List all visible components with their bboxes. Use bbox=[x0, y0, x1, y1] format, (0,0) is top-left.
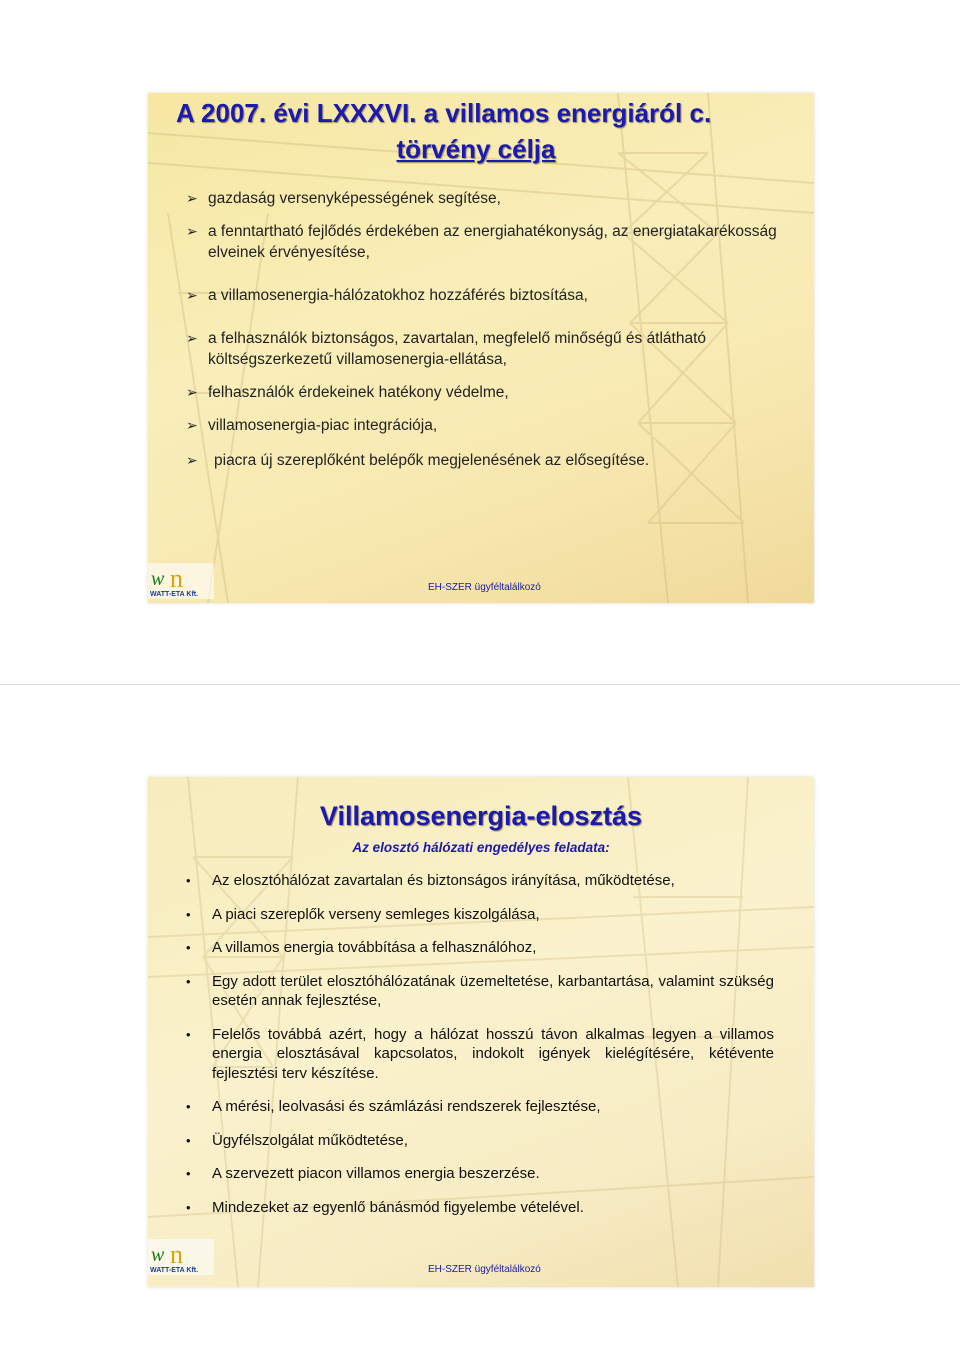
arrow-bullet-icon: ➢ bbox=[186, 190, 198, 206]
svg-text:WATT-ETA Kft.: WATT-ETA Kft. bbox=[150, 591, 199, 598]
list-item: ➢ villamosenergia-piac integrációja, bbox=[186, 417, 438, 434]
list-item: • Ügyfélszolgálat működtetése, bbox=[186, 1131, 408, 1149]
bullet-dot-icon: • bbox=[186, 1099, 191, 1114]
bullet-dot-icon: • bbox=[186, 1132, 191, 1148]
footer-text: EH-SZER ügyféltalálkozó bbox=[428, 1264, 541, 1275]
arrow-bullet-icon: ➢ bbox=[186, 384, 198, 400]
svg-text:n: n bbox=[170, 564, 183, 593]
company-logo bbox=[148, 1239, 214, 1275]
list-item: • Az elosztóhálózat zavartalan és biztonságos irányítása, működtetése, bbox=[186, 872, 675, 889]
bullet-dot-icon: • bbox=[186, 1199, 191, 1215]
list-item: • Felelős továbbá azért, hogy a hálózat hosszú távon alkalmas legyen a villamos energia elosztásával kapcsolatos, indokolt igények kielégítésére, kétévente fejlesztési terv készítése. bbox=[186, 1025, 774, 1082]
slide-2 bbox=[148, 777, 814, 1287]
list-item: • A piaci szereplők verseny semleges kiszolgálása, bbox=[186, 905, 540, 923]
footer-text: EH-SZER ügyféltalálkozó bbox=[428, 582, 541, 593]
slide-title: Villamosenergia-elosztás bbox=[319, 801, 643, 831]
goal-list bbox=[186, 188, 786, 471]
svg-text:w: w bbox=[151, 1244, 165, 1266]
bullet-dot-icon: • bbox=[186, 1026, 191, 1042]
list-item: • Mindezeket az egyenlő bánásmód figyelembe vételével. bbox=[186, 1198, 584, 1216]
list-item: • A villamos energia továbbítása a felhasználóhoz, bbox=[186, 939, 537, 956]
task-list bbox=[184, 871, 774, 1217]
slide-subtitle: Az elosztó hálózati engedélyes feladata: bbox=[352, 840, 610, 855]
list-item: ➢ piacra új szereplőként belépők megjelenésének az elősegítése. bbox=[186, 452, 650, 469]
list-item: ➢ a felhasználók biztonságos, zavartalan, megfelelő minőségű és átlátható költségszerkezetű villamosenergia-ellátása, bbox=[186, 330, 707, 368]
list-item: ➢ felhasználók érdekeinek hatékony védelme, bbox=[186, 384, 509, 401]
slide-title-line1: A 2007. évi LXXXVI. a villamos energiáról c. bbox=[176, 98, 712, 128]
arrow-bullet-icon: ➢ bbox=[186, 452, 198, 468]
arrow-bullet-icon: ➢ bbox=[186, 287, 198, 303]
svg-text:WATT-ETA Kft.: WATT-ETA Kft. bbox=[150, 1267, 199, 1274]
list-item: ➢ a villamosenergia-hálózatokhoz hozzáférés biztosítása, bbox=[186, 287, 588, 304]
list-item: • A mérési, leolvasási és számlázási rendszerek fejlesztése, bbox=[186, 1098, 601, 1115]
arrow-bullet-icon: ➢ bbox=[186, 417, 198, 433]
bullet-dot-icon: • bbox=[186, 940, 191, 955]
arrow-bullet-icon: ➢ bbox=[186, 330, 198, 346]
arrow-bullet-icon: ➢ bbox=[186, 223, 198, 239]
page-divider bbox=[0, 684, 960, 685]
bullet-dot-icon: • bbox=[186, 1166, 191, 1181]
list-item: • A szervezett piacon villamos energia beszerzése. bbox=[186, 1165, 540, 1182]
company-logo bbox=[148, 563, 214, 599]
svg-text:w: w bbox=[151, 568, 165, 590]
bullet-dot-icon: • bbox=[186, 973, 191, 989]
list-item: ➢ a fenntartható fejlődés érdekében az energiahatékonyság, az energiatakarékosság elveinek érvényesítése, bbox=[186, 223, 777, 261]
bullet-dot-icon: • bbox=[186, 906, 191, 922]
svg-text:n: n bbox=[170, 1240, 183, 1269]
slide-title bbox=[148, 95, 814, 167]
bullet-dot-icon: • bbox=[186, 873, 191, 888]
slide-title-line2: törvény célja bbox=[396, 134, 556, 164]
slide-1 bbox=[148, 93, 814, 603]
list-item: • Egy adott terület elosztóhálózatának üzemeltetése, karbantartása, valamint szükség esetén annak fejlesztése, bbox=[186, 972, 774, 1009]
list-item: ➢ gazdaság versenyképességének segítése, bbox=[186, 190, 501, 207]
